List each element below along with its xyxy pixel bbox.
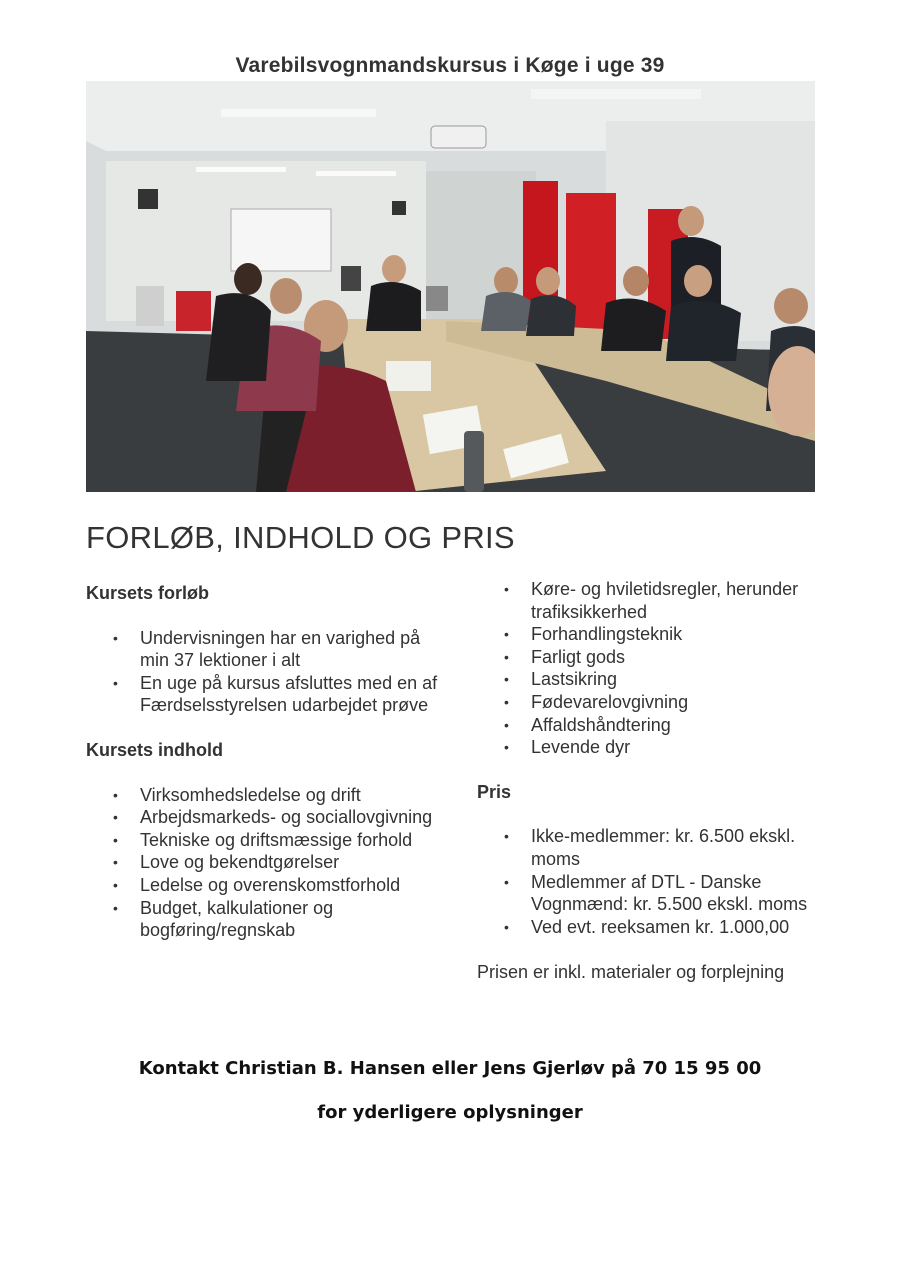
list-item: • Virksomhedsledelse og drift bbox=[140, 784, 446, 807]
list-item: • Affaldshåndtering bbox=[531, 714, 827, 737]
section-heading: FORLØB, INDHOLD OG PRIS bbox=[86, 520, 515, 555]
forloeb-title: Kursets forløb bbox=[86, 583, 210, 603]
list-item: • Tekniske og driftsmæssige forhold bbox=[140, 829, 446, 852]
list-item: • Ved evt. reeksamen kr. 1.000,00 bbox=[531, 916, 827, 939]
list-item: • Fødevarelovgivning bbox=[531, 691, 827, 714]
pris-list bbox=[477, 825, 827, 938]
contact-line: Kontakt Christian B. Hansen eller Jens Gjerløv på 70 15 95 00 bbox=[138, 1058, 762, 1079]
list-item: • Køre- og hviletidsregler, herunder trafiksikkerhed bbox=[531, 578, 827, 623]
list-item: • Lastsikring bbox=[531, 668, 827, 691]
list-item: • Forhandlingsteknik bbox=[531, 623, 827, 646]
list-item: • En uge på kursus afsluttes med en af Færdselsstyrelsen udarbejdet prøve bbox=[140, 672, 446, 717]
list-item: • Arbejdsmarkeds- og sociallovgivning bbox=[140, 806, 446, 829]
forloeb-list bbox=[86, 627, 446, 717]
contact-subline: for yderligere oplysninger bbox=[317, 1102, 583, 1123]
document-title: Varebilsvognmandskursus i Køge i uge 39 bbox=[235, 54, 665, 77]
list-item: • Ledelse og overenskomstforhold bbox=[140, 874, 446, 897]
list-item: • Medlemmer af DTL - Danske Vognmænd: kr. 5.500 ekskl. moms bbox=[531, 871, 827, 916]
list-item: • Budget, kalkulationer og bogføring/regnskab bbox=[140, 897, 446, 942]
indhold-list-continued bbox=[477, 578, 827, 759]
list-item: • Farligt gods bbox=[531, 646, 827, 669]
left-column bbox=[86, 582, 446, 942]
right-column bbox=[477, 578, 827, 984]
list-item: • Undervisningen har en varighed på min 37 lektioner i alt bbox=[140, 627, 446, 672]
list-item: • Ikke-medlemmer: kr. 6.500 ekskl. moms bbox=[531, 825, 827, 870]
indhold-title: Kursets indhold bbox=[86, 739, 224, 760]
list-item: • Love og bekendtgørelser bbox=[140, 851, 446, 874]
indhold-list bbox=[86, 784, 446, 942]
pris-title: Pris bbox=[477, 781, 512, 802]
price-note: Prisen er inkl. materialer og forplejning bbox=[477, 962, 785, 983]
list-item: • Levende dyr bbox=[531, 736, 827, 759]
classroom-photo bbox=[86, 81, 815, 492]
